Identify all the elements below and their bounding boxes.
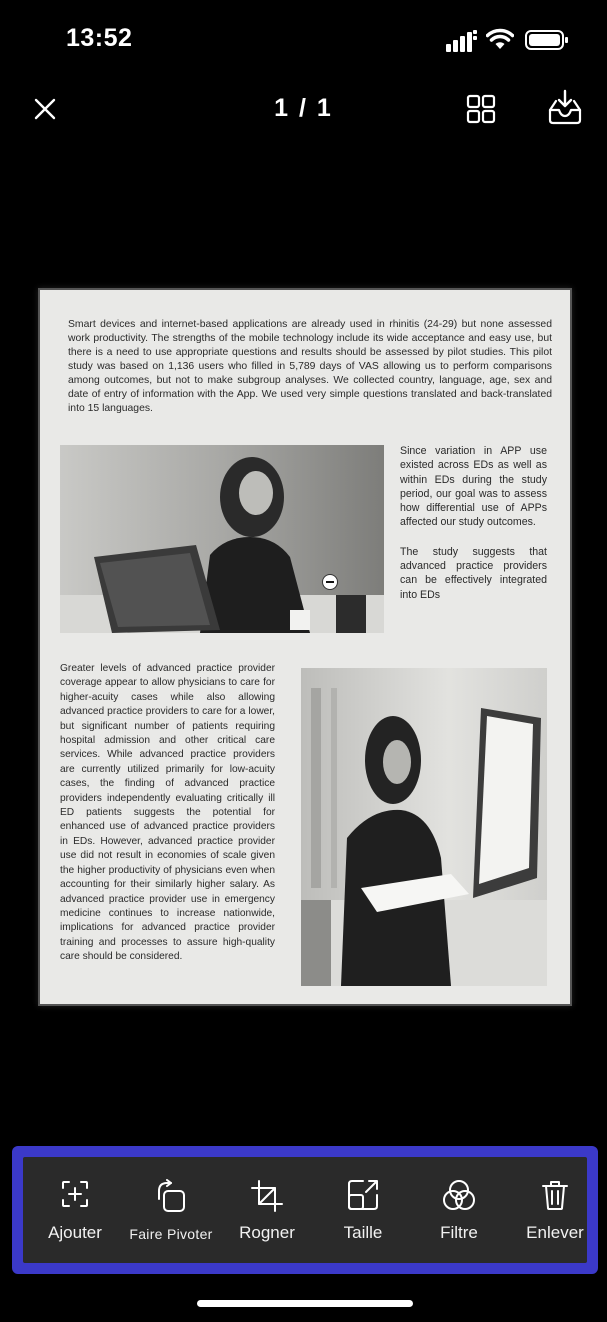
rotate-button[interactable] (125, 1157, 217, 1263)
add-scan-icon (60, 1179, 90, 1209)
top-bar (0, 82, 607, 136)
add-label: Ajouter (48, 1223, 102, 1242)
resize-icon (347, 1179, 379, 1211)
status-time: 13:52 (66, 24, 133, 52)
document-sidebar-text (400, 444, 547, 617)
document-body-text: Greater levels of advanced practice provider coverage appear to allow physicians to care for higher-acuity cases while also allowing advanced practice providers to care for a lower, but significant number of patients requiring hospital admission and other critical care services. While advanced practice providers are currently utilized primarily for low-acuity cases, the finding of advanced practice providers independently evaluating critically ill ED patients suggests the potential for enhanced use of advanced practice providers in EDs. However, advanced practice provider use did not result in economies of scale given the higher productivity of physicians even when accounting for their similarly higher salary. As advanced practice provider use in emergency medicine continues to increase nationwide, implications for advanced practice provider training and processes to assure high-quality care should be considered. (60, 663, 275, 963)
add-button[interactable] (29, 1157, 121, 1263)
crop-label: Rogner (239, 1223, 295, 1242)
battery-icon (525, 30, 569, 50)
crop-edge-handle[interactable] (322, 574, 338, 590)
document-photo-woman-laughing (60, 445, 384, 633)
filter-button[interactable] (413, 1157, 505, 1263)
edit-toolbar (12, 1146, 598, 1274)
delete-label: Enlever (526, 1223, 584, 1242)
home-indicator[interactable] (197, 1300, 413, 1307)
filter-icon (442, 1179, 476, 1211)
scanned-document-page[interactable] (38, 288, 572, 1006)
page-counter: 1 / 1 (274, 94, 333, 122)
rotate-label: Faire Pivoter (129, 1226, 213, 1242)
document-intro-text: Smart devices and internet-based applications are already used in rhinitis (24-29) but none assessed work productivity. The strengths of the mobile technology include its wide acceptance and easy use, but there is a need to use appropriate questions and results should be assessed by pilot studies. This pilot study was based on 1,136 users who filled in 5,789 days of VAS allowing us to perform comparisons among outcomes, but not to make subgroup analyses. We collected country, language, age, sex and date of entry of information with the App. We used very simple questions translated and back-translated into 15 languages. (68, 319, 552, 414)
trash-icon (540, 1179, 570, 1211)
save-to-tray-icon[interactable] (546, 88, 584, 126)
sidebar-paragraph-1: Since variation in APP use existed across EDs as well as within EDs during the study period, our goal was to assess how differential use of APPs affected our study outcomes. (400, 445, 547, 529)
crop-button[interactable] (221, 1157, 313, 1263)
delete-button[interactable] (509, 1157, 601, 1263)
grid-view-icon[interactable] (464, 92, 498, 126)
status-bar (0, 0, 607, 80)
resize-button[interactable] (317, 1157, 409, 1263)
cellular-signal-icon (446, 30, 478, 52)
edit-toolbar-inner (23, 1157, 587, 1263)
crop-icon (250, 1179, 284, 1213)
resize-label: Taille (343, 1223, 383, 1242)
filter-label: Filtre (440, 1223, 478, 1242)
wifi-icon (486, 28, 514, 50)
rotate-icon (155, 1179, 187, 1213)
sidebar-paragraph-2: The study suggests that advanced practice providers can be effectively integrated into EDs (400, 545, 547, 601)
document-photo-woman-writing (301, 668, 547, 986)
